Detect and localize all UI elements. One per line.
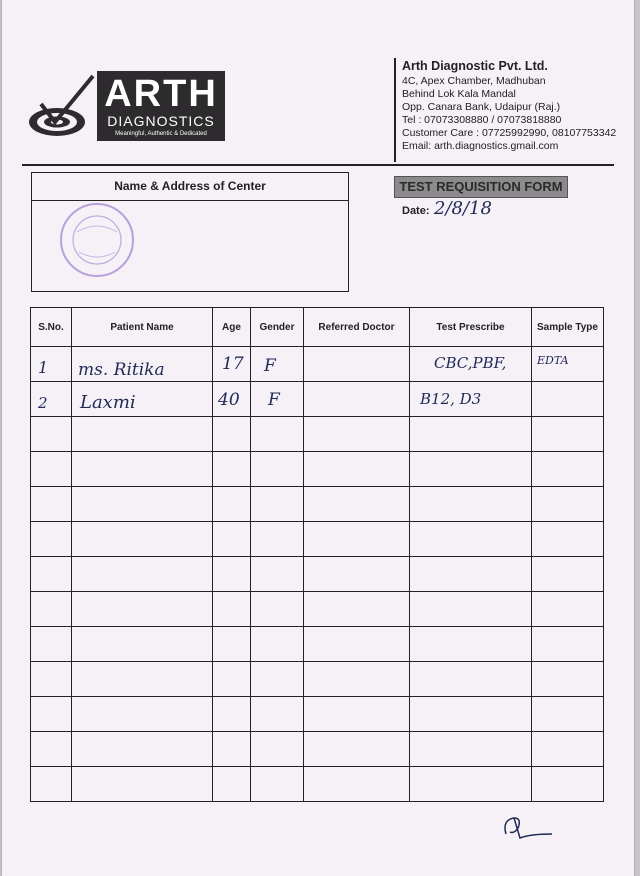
table-cell bbox=[410, 557, 532, 592]
table-cell bbox=[31, 732, 72, 767]
logo-sub: DIAGNOSTICS bbox=[107, 113, 215, 129]
table-cell bbox=[304, 487, 410, 522]
company-name: Arth Diagnostic Pvt. Ltd. bbox=[402, 59, 548, 73]
company-care: Customer Care : 07725992990, 08107753342 bbox=[402, 127, 617, 139]
table-cell bbox=[410, 487, 532, 522]
table-row bbox=[31, 662, 604, 697]
header-divider bbox=[394, 58, 396, 162]
logo-target-icon bbox=[27, 70, 97, 140]
table-cell bbox=[304, 697, 410, 732]
row2-sno: 2 bbox=[38, 394, 48, 412]
col-sample-type: Sample Type bbox=[532, 308, 604, 347]
address-line: Opp. Canara Bank, Udaipur (Raj.) bbox=[402, 101, 561, 113]
logo-brand: ARTH bbox=[104, 73, 218, 115]
table-cell bbox=[72, 697, 213, 732]
table-cell bbox=[31, 522, 72, 557]
table-cell bbox=[31, 557, 72, 592]
table-cell bbox=[213, 417, 251, 452]
header-rule bbox=[22, 164, 614, 166]
table-cell bbox=[251, 557, 304, 592]
col-test-prescribe: Test Prescribe bbox=[410, 308, 532, 347]
table-row bbox=[31, 627, 604, 662]
table-cell bbox=[304, 557, 410, 592]
table-cell bbox=[532, 522, 604, 557]
company-info bbox=[402, 60, 632, 153]
logo-tagline: Meaningful, Authentic & Dedicated bbox=[115, 131, 207, 137]
center-heading: Name & Address of Center bbox=[32, 173, 348, 201]
table-cell bbox=[31, 417, 72, 452]
form-title: TEST REQUISITION FORM bbox=[394, 176, 568, 198]
table-cell bbox=[304, 662, 410, 697]
table-cell bbox=[304, 382, 410, 417]
row1-gender: F bbox=[264, 356, 276, 376]
table-cell bbox=[31, 662, 72, 697]
company-tel: Tel : 07073308880 / 07073818880 bbox=[402, 114, 562, 126]
table-cell bbox=[31, 767, 72, 802]
table-row bbox=[31, 417, 604, 452]
table-cell bbox=[532, 767, 604, 802]
table-cell bbox=[72, 732, 213, 767]
date-label: Date: bbox=[402, 205, 430, 217]
table-cell bbox=[410, 592, 532, 627]
table-cell bbox=[251, 767, 304, 802]
table-row bbox=[31, 697, 604, 732]
table-cell bbox=[251, 627, 304, 662]
table-cell bbox=[410, 417, 532, 452]
table-cell bbox=[410, 662, 532, 697]
table-cell bbox=[532, 557, 604, 592]
table-cell bbox=[213, 452, 251, 487]
col-referred-doctor: Referred Doctor bbox=[304, 308, 410, 347]
table-cell bbox=[72, 767, 213, 802]
table-cell bbox=[31, 347, 72, 382]
table-cell bbox=[304, 452, 410, 487]
table-cell bbox=[410, 452, 532, 487]
company-email: Email: arth.diagnostics.gmail.com bbox=[402, 140, 559, 152]
table-cell bbox=[251, 732, 304, 767]
table-cell bbox=[251, 697, 304, 732]
stamp-seal-icon bbox=[57, 200, 137, 280]
table-cell bbox=[72, 522, 213, 557]
row1-age: 17 bbox=[222, 354, 244, 374]
table-cell bbox=[72, 662, 213, 697]
table-cell bbox=[410, 697, 532, 732]
table-cell bbox=[72, 592, 213, 627]
table-cell bbox=[251, 452, 304, 487]
table-cell bbox=[410, 522, 532, 557]
table-cell bbox=[213, 697, 251, 732]
table-cell bbox=[213, 487, 251, 522]
table-cell bbox=[304, 767, 410, 802]
col-patient-name: Patient Name bbox=[72, 308, 213, 347]
logo bbox=[97, 71, 225, 141]
table-cell bbox=[410, 732, 532, 767]
table-cell bbox=[213, 557, 251, 592]
table-cell bbox=[72, 452, 213, 487]
table-cell bbox=[251, 347, 304, 382]
table-cell bbox=[31, 487, 72, 522]
table-cell bbox=[410, 627, 532, 662]
table-cell bbox=[251, 487, 304, 522]
table-cell bbox=[72, 557, 213, 592]
col-age: Age bbox=[213, 308, 251, 347]
table-cell bbox=[72, 417, 213, 452]
row2-gender: F bbox=[268, 390, 280, 410]
row2-age: 40 bbox=[218, 390, 240, 410]
table-cell bbox=[213, 662, 251, 697]
address-line: Behind Lok Kala Mandal bbox=[402, 88, 516, 100]
row1-name: ms. Ritika bbox=[78, 360, 165, 380]
table-cell bbox=[304, 522, 410, 557]
row1-sample: EDTA bbox=[537, 354, 569, 367]
table-cell bbox=[72, 487, 213, 522]
table-cell bbox=[251, 417, 304, 452]
table-cell bbox=[251, 662, 304, 697]
table-row bbox=[31, 487, 604, 522]
table-cell bbox=[251, 592, 304, 627]
table-cell bbox=[304, 592, 410, 627]
table-cell bbox=[31, 697, 72, 732]
table-cell bbox=[532, 627, 604, 662]
table-cell bbox=[304, 627, 410, 662]
table-cell bbox=[213, 627, 251, 662]
table-cell bbox=[532, 382, 604, 417]
table-cell bbox=[304, 417, 410, 452]
table-cell bbox=[532, 592, 604, 627]
signature-icon bbox=[500, 812, 556, 842]
table-row bbox=[31, 732, 604, 767]
table-row bbox=[31, 767, 604, 802]
table-cell bbox=[304, 732, 410, 767]
table-cell bbox=[532, 697, 604, 732]
col-gender: Gender bbox=[251, 308, 304, 347]
table-cell bbox=[213, 732, 251, 767]
table-cell bbox=[31, 382, 72, 417]
table-row bbox=[31, 522, 604, 557]
patient-table bbox=[30, 307, 604, 802]
table-row bbox=[31, 592, 604, 627]
table-cell bbox=[304, 347, 410, 382]
table-cell bbox=[213, 592, 251, 627]
row2-name: Laxmi bbox=[80, 392, 136, 413]
table-cell bbox=[31, 627, 72, 662]
address-line: 4C, Apex Chamber, Madhuban bbox=[402, 75, 546, 87]
col-sno: S.No. bbox=[31, 308, 72, 347]
date-value: 2/8/18 bbox=[434, 198, 492, 219]
table-row bbox=[31, 452, 604, 487]
table-cell bbox=[532, 732, 604, 767]
table-cell bbox=[213, 522, 251, 557]
row1-test: CBC,PBF, bbox=[434, 354, 507, 372]
table-cell bbox=[410, 767, 532, 802]
table-cell bbox=[532, 452, 604, 487]
row1-sno: 1 bbox=[38, 358, 49, 377]
form-sheet bbox=[2, 0, 634, 876]
table-cell bbox=[72, 627, 213, 662]
table-row bbox=[31, 557, 604, 592]
table-cell bbox=[31, 592, 72, 627]
table-cell bbox=[532, 417, 604, 452]
table-cell bbox=[213, 767, 251, 802]
table-cell bbox=[251, 522, 304, 557]
table-header-row bbox=[31, 308, 604, 347]
row2-test: B12, D3 bbox=[420, 390, 482, 408]
table-cell bbox=[532, 662, 604, 697]
table-cell bbox=[532, 487, 604, 522]
table-cell bbox=[31, 452, 72, 487]
